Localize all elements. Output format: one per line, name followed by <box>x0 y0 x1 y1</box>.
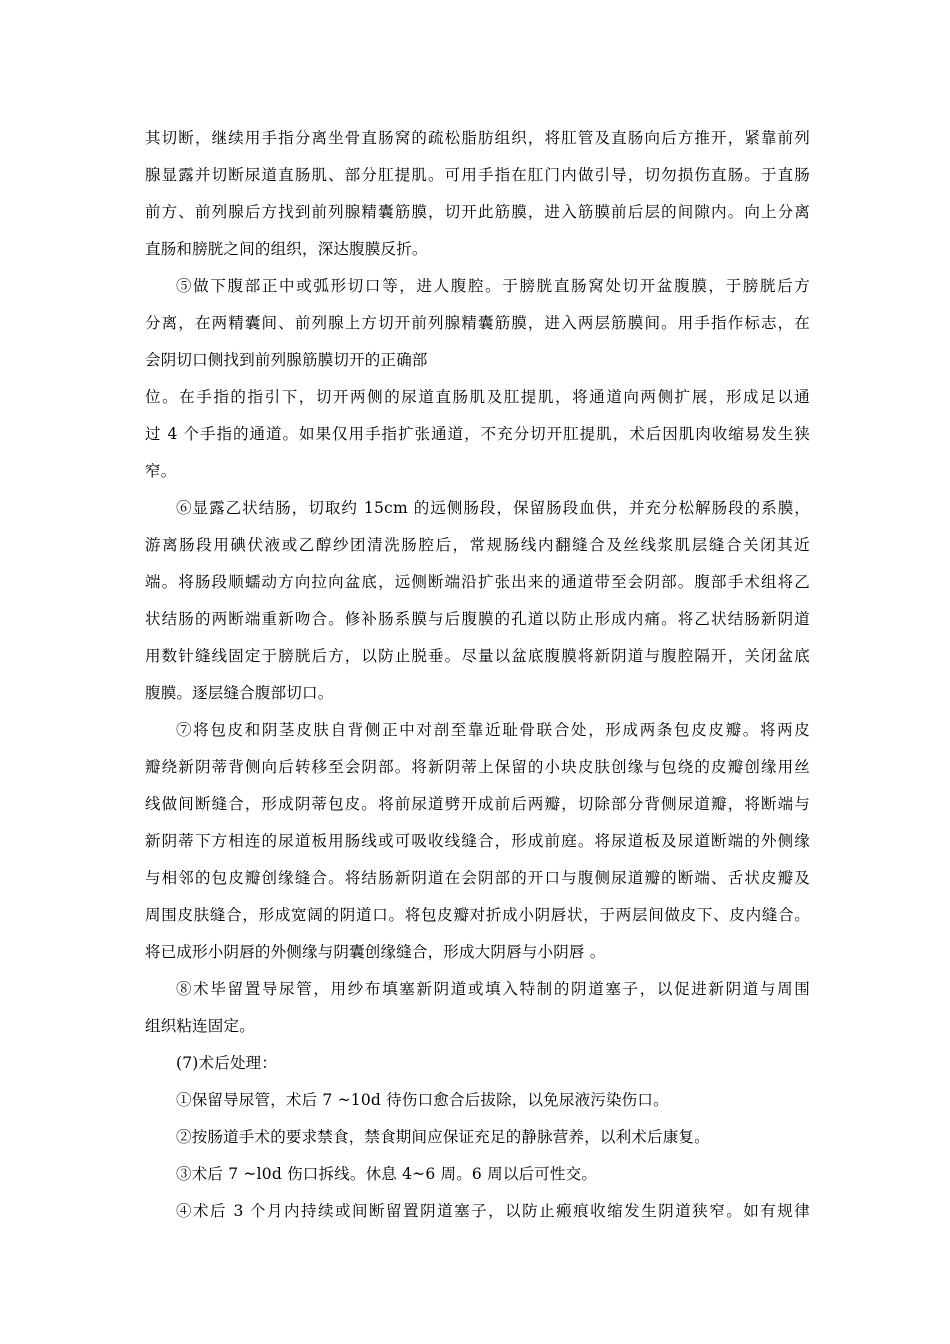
text-line: 前方、前列腺后方找到前列腺精囊筋膜，切开此筋膜，进入筋膜前后层的间隙内。向上分离 <box>145 203 810 221</box>
section-heading: (7)术后处理： <box>176 1054 278 1072</box>
text-line: 过 4 个手指的通道。如果仅用手指扩张通道，不充分切开肛提肌，术后因肌肉收缩易发生狭 <box>145 425 810 443</box>
text-line: 窄。 <box>145 462 177 480</box>
text-line: ⑧术毕留置导尿管，用纱布填塞新阴道或填入特制的阴道塞子，以促进新阴道与周围 <box>176 980 810 998</box>
text-line: 端。将肠段顺蠕动方向拉向盆底，远侧断端沿扩张出来的通道带至会阴部。腹部手术组将乙 <box>145 573 810 591</box>
list-item: ①保留导尿管，术后 7 ~10d 待伤口愈合后拔除，以免尿液污染伤口。 <box>176 1091 669 1109</box>
text-line: 用数针缝线固定于膀胱后方，以防止脱垂。尽量以盆底腹膜将新阴道与腹腔隔开，关闭盆底 <box>145 647 810 665</box>
text-line: 将已成形小阴唇的外侧缘与阴囊创缘缝合，形成大阴唇与小阴唇 。 <box>145 943 606 961</box>
list-item: ③术后 7 ~l0d 伤口拆线。休息 4~6 周。6 周以后可性交。 <box>176 1165 598 1183</box>
text-line: ⑥显露乙状结肠，切取约 15cm 的远侧肠段，保留肠段血供，并充分松解肠段的系膜， <box>176 499 810 517</box>
text-line: 腺显露并切断尿道直肠肌、部分肛提肌。可用手指在肛门内做引导，切勿损伤直肠。于直肠 <box>145 166 810 184</box>
text-line: 新阴蒂下方相连的尿道板用肠线或可吸收线缝合，形成前庭。将尿道板及尿道断端的外侧缘 <box>145 832 810 850</box>
text-line: 瓣绕新阴蒂背侧向后转移至会阴部。将新阴蒂上保留的小块皮肤创缘与包绕的皮瓣创缘用丝 <box>145 758 810 776</box>
text-line: 周围皮肤缝合，形成宽阔的阴道口。将包皮瓣对折成小阴唇状，于两层间做皮下、皮内缝合。 <box>145 906 810 924</box>
text-line: 腹膜。逐层缝合腹部切口。 <box>145 684 334 702</box>
text-line: 游离肠段用碘伏液或乙醇纱团清洗肠腔后，常规肠线内翻缝合及丝线浆肌层缝合关闭其近 <box>145 536 810 554</box>
text-line: 位。在手指的指引下，切开两侧的尿道直肠肌及肛提肌，将通道向两侧扩展，形成足以通 <box>145 388 810 406</box>
text-line: 会阴切口侧找到前列腺筋膜切开的正确部 <box>145 351 428 369</box>
text-line: 与相邻的包皮瓣创缘缝合。将结肠新阴道在会阴部的开口与腹侧尿道瓣的断端、舌状皮瓣及 <box>145 869 810 887</box>
text-line: 状结肠的两断端重新吻合。修补肠系膜与后腹膜的孔道以防止形成内痛。将乙状结肠新阴道 <box>145 610 810 628</box>
list-item: ④术后 3 个月内持续或间断留置阴道塞子，以防止瘢痕收缩发生阴道狭窄。如有规律 <box>176 1202 810 1220</box>
text-line: 分离，在两精囊间、前列腺上方切开前列腺精囊筋膜，进入两层筋膜间。用手指作标志，在 <box>145 314 810 332</box>
text-line: 其切断，继续用手指分离坐骨直肠窝的疏松脂肪组织，将肛管及直肠向后方推开，紧靠前列 <box>145 129 810 147</box>
text-line: 组织粘连固定。 <box>145 1017 255 1035</box>
list-item: ②按肠道手术的要求禁食，禁食期间应保证充足的静脉营养，以利术后康复。 <box>176 1128 710 1146</box>
text-line: 直肠和膀胱之间的组织，深达腹膜反折。 <box>145 240 428 258</box>
text-line: 线做间断缝合，形成阴蒂包皮。将前尿道劈开成前后两瓣，切除部分背侧尿道瓣，将断端与 <box>145 795 810 813</box>
text-line: ⑤做下腹部正中或弧形切口等，进人腹腔。于膀胱直肠窝处切开盆腹膜，于膀胱后方 <box>176 277 810 295</box>
text-line: ⑦将包皮和阴茎皮肤自背侧正中对剖至靠近耻骨联合处，形成两条包皮皮瓣。将两皮 <box>176 721 810 739</box>
